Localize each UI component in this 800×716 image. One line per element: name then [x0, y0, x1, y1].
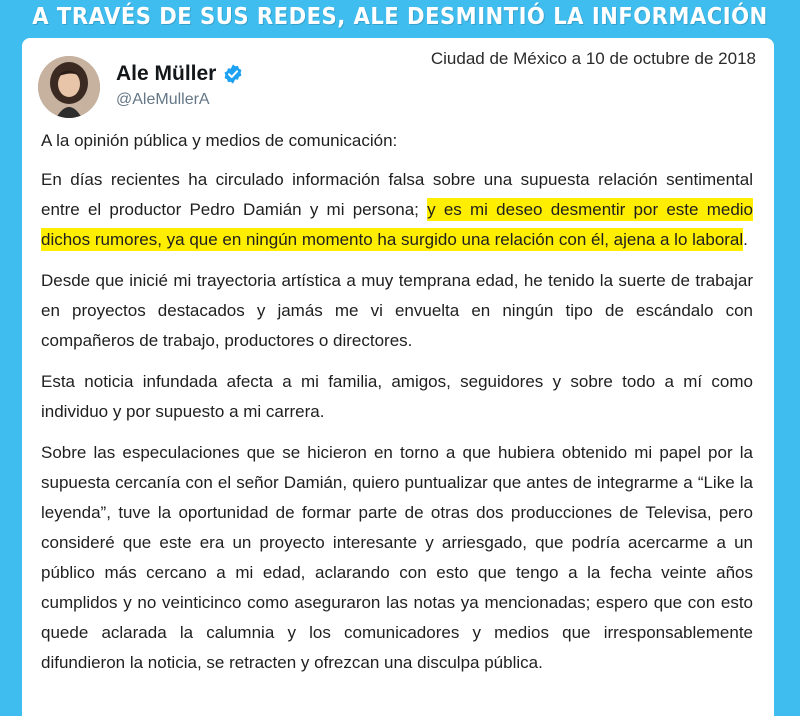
- letter-body: [41, 126, 753, 689]
- paragraph-1-end: .: [743, 230, 748, 249]
- author-handle[interactable]: @AleMullerA: [116, 91, 210, 108]
- dateline: Ciudad de México a 10 de octubre de 2018: [430, 49, 756, 68]
- avatar[interactable]: [38, 56, 100, 118]
- paragraph-4: Sobre las especulaciones que se hicieron en torno a que hubiera obtenido mi papel por la supuesta cercanía con el señor Damián, quiero puntualizar que antes de integrarme a “Like la leyenda”, tuve la oportunidad de formar parte de otras dos producciones de Televisa, pero consideré que este era un proyecto interesante y arriesgado, que podría acercarme a un público más cercano a mi edad, aclarando con esto que tengo a la fecha veinte años cumplidos y no veinticinco como aseguraron las notas ya mencionadas; espero que con esto quede aclarada la calumnia y los comunicadores y medios que irresponsablemente difundieron la noticia, se retracten y ofrezcan una disculpa pública.: [41, 443, 753, 672]
- paragraph-2: Desde que inicié mi trayectoria artística a muy temprana edad, he tenido la suerte de trabajar en proyectos destacados y jamás me vi envuelta en ningún tipo de escándalo con compañeros de trabajo, productores o directores.: [41, 271, 753, 350]
- highlighted-statement: y es mi deseo desmentir por este medio dichos rumores, ya que en ningún momento ha surgido una relación con él, ajena a lo laboral: [41, 200, 754, 249]
- paragraph-1-text: En días recientes ha circulado información falsa sobre una supuesta relación sentimental entre el productor Pedro Damián y mi persona;: [41, 170, 753, 219]
- author-name[interactable]: Ale Müller: [116, 62, 217, 85]
- salutation: A la opinión pública y medios de comunicación:: [41, 131, 398, 150]
- headline-banner: A TRAVÉS DE SUS REDES, ALE DESMINTIÓ LA INFORMACIÓN: [32, 4, 768, 30]
- profile-photo-icon: [38, 56, 100, 118]
- tweet-card: [22, 38, 774, 716]
- paragraph-3: Esta noticia infundada afecta a mi familia, amigos, seguidores y sobre todo a mí como individuo y por supuesto a mi carrera.: [41, 372, 753, 421]
- author-name-row: [116, 62, 244, 86]
- verified-badge-icon: [222, 63, 244, 85]
- paragraph-1: [41, 165, 753, 255]
